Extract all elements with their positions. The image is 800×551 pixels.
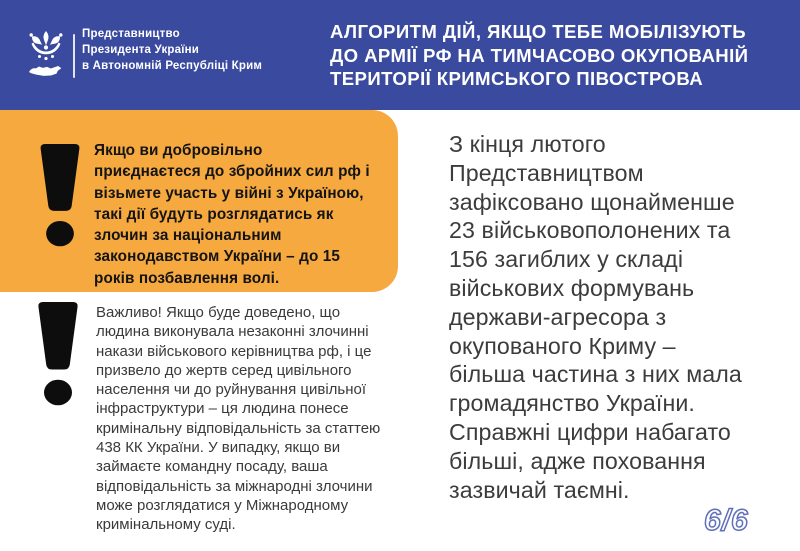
header-band — [0, 0, 800, 110]
casualty-line: держави-агресора з — [449, 303, 667, 330]
casualty-line: Справжні цифри набагато — [449, 418, 731, 445]
title-line: ТЕРИТОРІЇ КРИМСЬКОГО ПІВОСТРОВА — [330, 68, 704, 90]
casualty-line: військових формувань — [449, 274, 695, 301]
casualty-line: громадянство України. — [449, 390, 695, 417]
title-line: ДО АРМІЇ РФ НА ТИМЧАСОВО ОКУПОВАНІЙ — [330, 44, 749, 66]
warning-line: Якщо ви добровільно — [94, 142, 263, 159]
note-line: 438 КК України. У випадку, якщо ви — [96, 439, 341, 457]
note-line: Важливо! Якщо буде доведено, що — [96, 304, 341, 321]
note-line: призвело до жертв серед цивільного — [96, 361, 352, 379]
page-indicator: 6/6 — [704, 504, 749, 537]
page-title — [330, 20, 792, 91]
casualty-line: більші, адже поховання — [449, 447, 706, 474]
note-line: населення чи до руйнування цивільної — [96, 381, 367, 399]
brand-line: Президента України — [82, 43, 200, 56]
brand-divider — [73, 34, 75, 78]
note-line: накази військового керівництва рф, і це — [96, 342, 372, 360]
note-line: кримінальному суді. — [96, 516, 236, 534]
note-line: кримінальну відповідальність за статтею — [96, 419, 381, 437]
warning-line: років позбавлення волі. — [94, 269, 280, 287]
casualty-line: З кінця лютого — [449, 131, 606, 157]
casualty-line: більша частина з них мала — [449, 361, 742, 388]
casualty-note-text — [449, 130, 794, 504]
brand-name — [82, 27, 262, 75]
warning-text — [94, 140, 394, 289]
warning-card — [0, 110, 398, 292]
note-line: відповідальність за міжнародні злочини — [96, 477, 373, 495]
important-note-text — [96, 303, 426, 535]
note-line: інфраструктури – ця людина понесе — [96, 400, 349, 418]
warning-line: візьмете участь у війні з Україною, — [94, 184, 364, 202]
crimea-trident-emblem-icon — [26, 30, 66, 82]
title-line: АЛГОРИТМ ДІЙ, ЯКЩО ТЕБЕ МОБІЛІЗУЮТЬ — [330, 21, 746, 42]
casualty-line: 23 військовополонених та — [449, 217, 731, 244]
casualty-line: 156 загиблих у складі — [449, 246, 684, 273]
warning-line: законодавством України – до 15 — [94, 248, 340, 266]
exclamation-icon — [38, 301, 78, 407]
warning-line: злочин за національним — [94, 227, 282, 245]
casualty-line: зазвичай таємні. — [449, 476, 630, 503]
casualty-line: окупованого Криму – — [449, 332, 676, 359]
warning-line: такі дії будуть розглядатись як — [94, 205, 334, 223]
brand-line: Представництво — [82, 28, 180, 40]
note-line: займаєте командну посаду, ваша — [96, 458, 328, 476]
casualty-line: зафіксовано щонайменше — [449, 188, 735, 215]
brand-line: в Автономній Республіці Крим — [82, 59, 263, 72]
note-line: людина виконувала незаконні злочинні — [96, 323, 369, 341]
note-line: може розглядатися у Міжнародному — [96, 496, 349, 514]
warning-line: приєднаєтеся до збройних сил рф і — [94, 163, 370, 181]
casualty-line: Представництвом — [449, 159, 644, 186]
exclamation-icon — [40, 144, 80, 247]
